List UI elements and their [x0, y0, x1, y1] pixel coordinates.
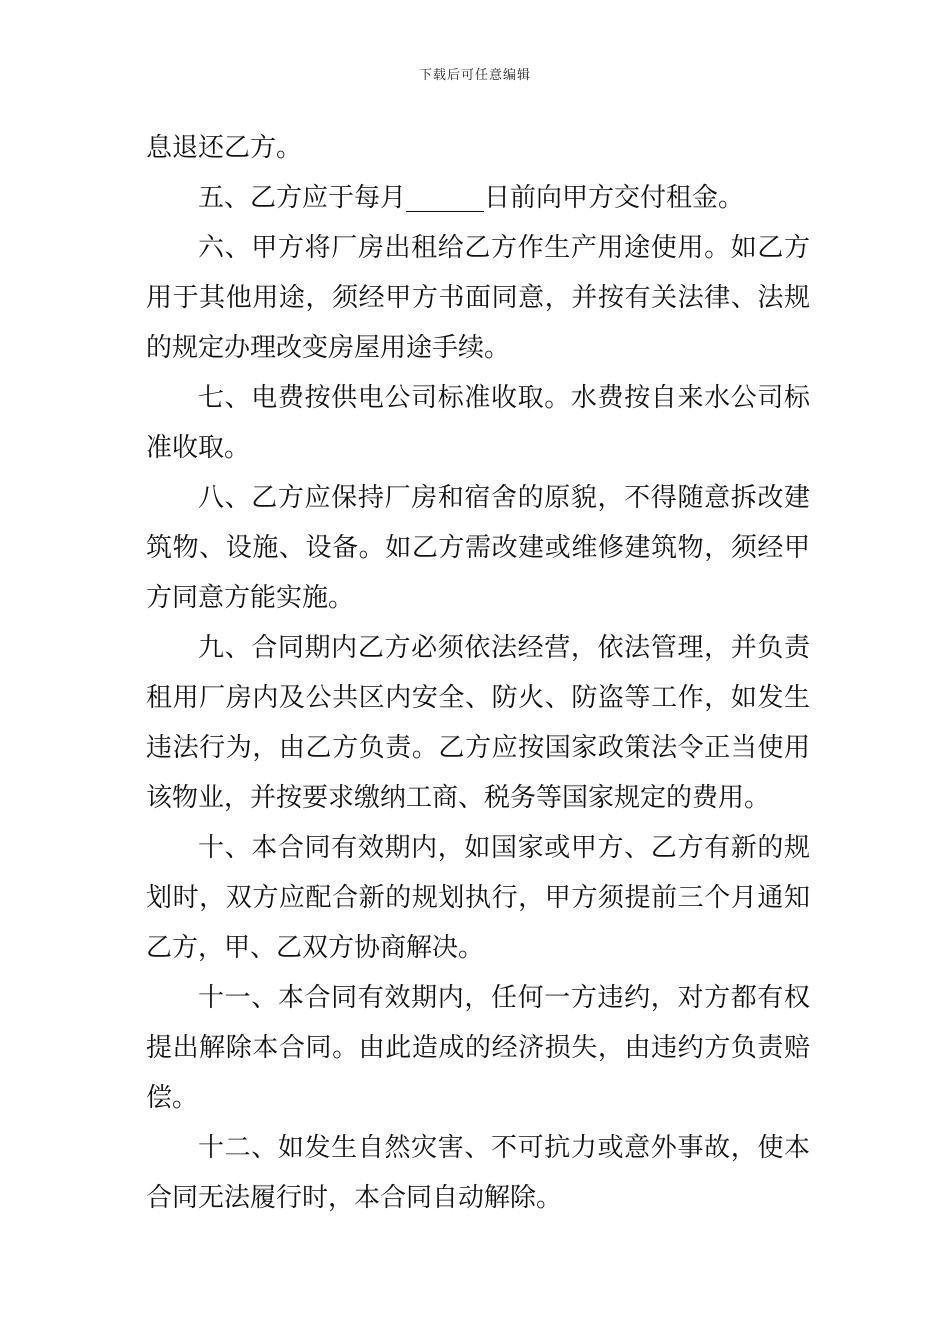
paragraph-clause-12: 十二、如发生自然灾害、不可抗力或意外事故，使本合同无法履行时，本合同自动解除。: [146, 1133, 810, 1213]
paragraph-clause-7: 七、电费按供电公司标准收取。水费按自来水公司标准收取。: [146, 383, 810, 463]
paragraph-clause-11: 十一、本合同有效期内，任何一方违约，对方都有权提出解除本合同。由此造成的经济损失，由违约方负责赔偿。: [146, 983, 810, 1113]
paragraph-clause-5: 五、乙方应于每月______日前向甲方交付租金。: [198, 183, 745, 213]
paragraph-clause-10: 十、本合同有效期内，如国家或甲方、乙方有新的规划时，双方应配合新的规划执行，甲方须提前三个月通知乙方，甲、乙双方协商解决。: [146, 833, 810, 963]
paragraph-clause-8: 八、乙方应保持厂房和宿舍的原貌，不得随意拆改建筑物、设施、设备。如乙方需改建或维修建筑物，须经甲方同意方能实施。: [146, 483, 810, 613]
page-header: 下载后可任意编辑: [418, 68, 531, 83]
document-body: [146, 123, 810, 1223]
paragraph-continuation: 息退还乙方。: [146, 133, 303, 163]
paragraph-clause-6: 六、甲方将厂房出租给乙方作生产用途使用。如乙方用于其他用途，须经甲方书面同意，并按有关法律、法规的规定办理改变房屋用途手续。: [146, 233, 810, 363]
paragraph-clause-9: 九、合同期内乙方必须依法经营，依法管理，并负责租用厂房内及公共区内安全、防火、防盗等工作，如发生违法行为，由乙方负责。乙方应按国家政策法令正当使用该物业，并按要求缴纳工商、税务等国家规定的费用。: [146, 633, 810, 813]
